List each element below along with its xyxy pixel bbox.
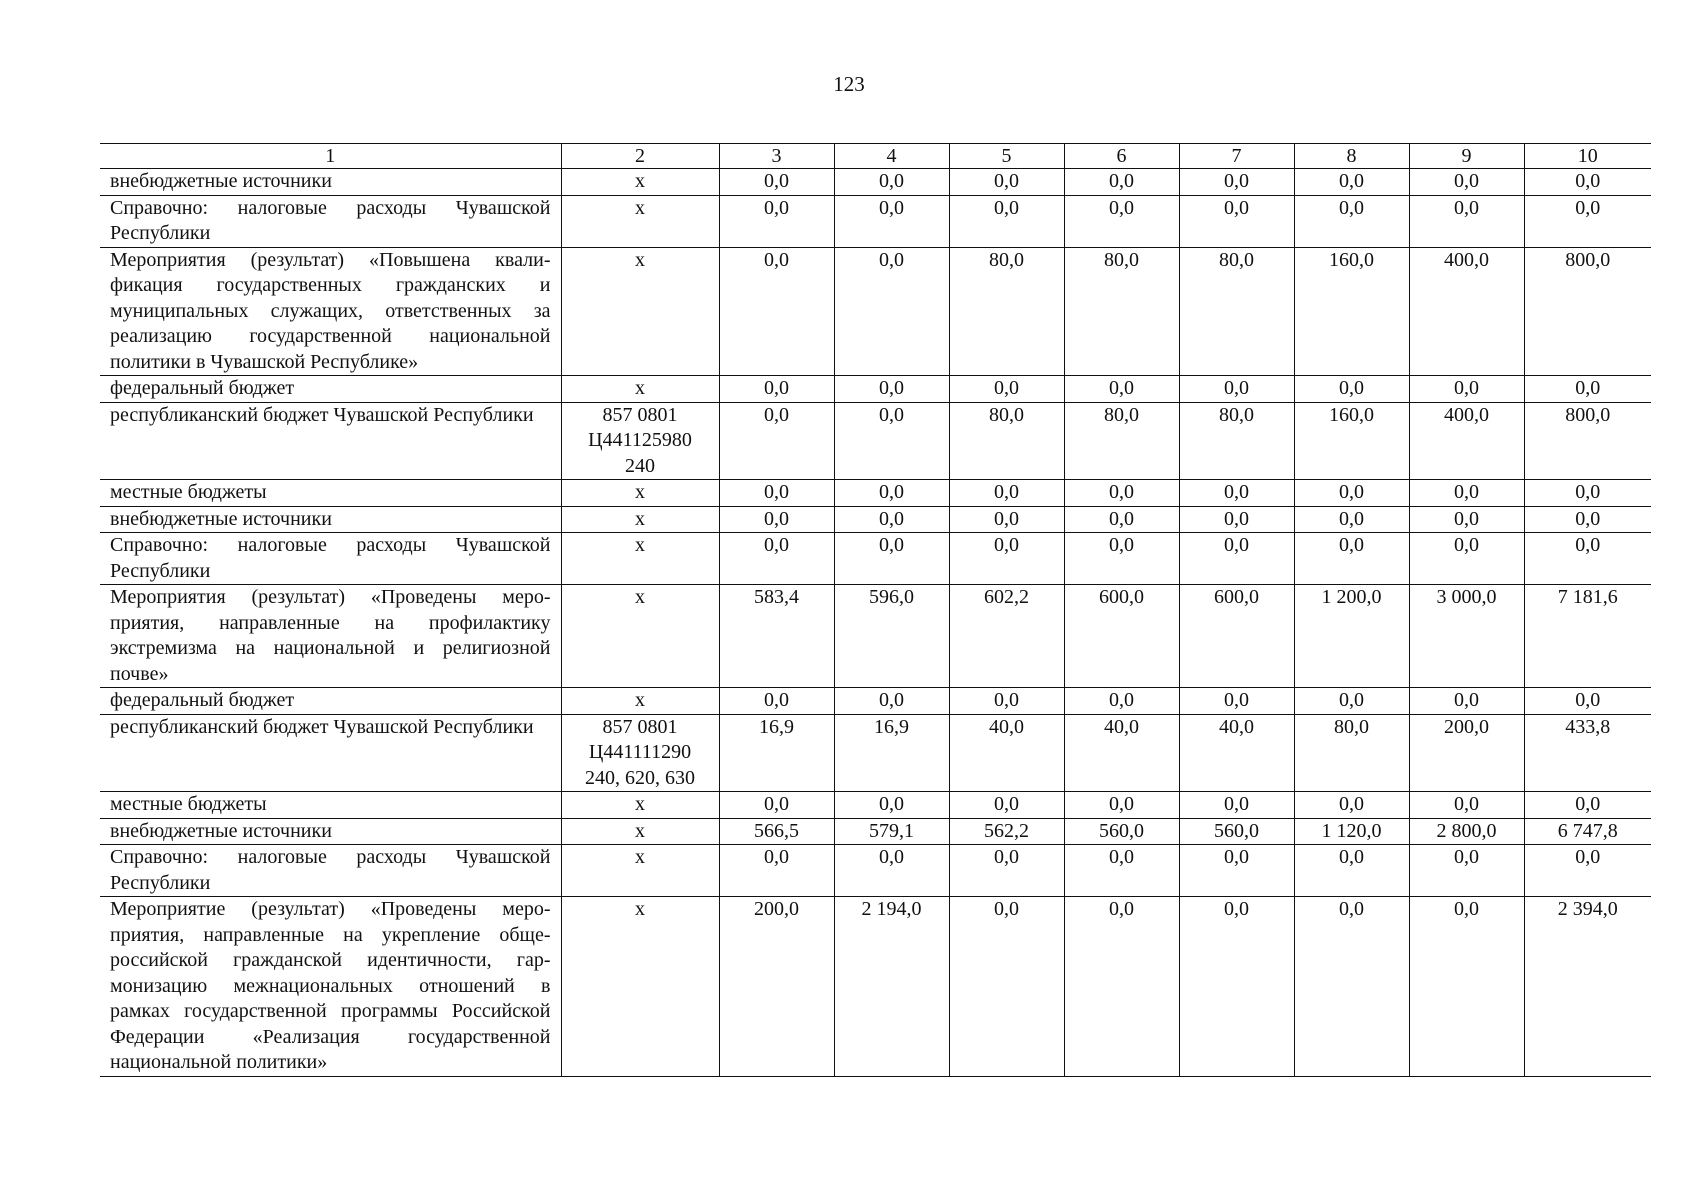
budget-code-cell [561,792,719,819]
value-cell: 0,0 [1064,845,1179,897]
value-cell: 0,0 [1524,845,1651,897]
value-cell: 583,4 [719,585,834,688]
value-cell: 80,0 [1064,247,1179,376]
budget-code-cell [561,376,719,403]
value-cell: 560,0 [1179,818,1294,845]
value-cell: 0,0 [949,533,1064,585]
budget-code-line: х [635,170,645,192]
value-cell: 0,0 [949,376,1064,403]
value-cell: 0,0 [1064,688,1179,715]
value-cell: 2 394,0 [1524,897,1651,1077]
value-cell: 7 181,6 [1524,585,1651,688]
budget-code-line: 857 0801 [602,403,678,426]
value-cell: 0,0 [1524,533,1651,585]
value-cell: 0,0 [1294,169,1409,196]
value-cell: 1 200,0 [1294,585,1409,688]
value-cell: 2 800,0 [1409,818,1524,845]
budget-code-line: х [635,481,645,503]
table-row [100,376,1651,403]
value-cell: 0,0 [1409,845,1524,897]
value-cell: 602,2 [949,585,1064,688]
budget-code-line: х [635,196,645,219]
value-cell: 16,9 [834,714,949,792]
budget-code-line: Ц441125980 [588,429,692,451]
budget-code-line: х [635,846,645,868]
value-cell: 1 120,0 [1294,818,1409,845]
value-cell: 0,0 [1294,480,1409,507]
value-cell: 0,0 [1524,195,1651,247]
value-cell: 433,8 [1524,714,1651,792]
value-cell: 0,0 [1179,845,1294,897]
table-row [100,169,1651,196]
value-cell: 0,0 [719,402,834,480]
budget-code-line: х [635,534,645,556]
budget-code-line: х [635,819,645,842]
budget-code-line: Ц441111290 [588,741,692,763]
table-row [100,585,1651,688]
value-cell: 200,0 [719,897,834,1077]
value-cell: 0,0 [949,845,1064,897]
table-row [100,845,1651,897]
value-cell: 0,0 [1409,169,1524,196]
value-cell: 0,0 [949,897,1064,1077]
table-body [100,169,1651,1077]
budget-code-cell [561,585,719,688]
value-cell: 0,0 [719,195,834,247]
value-cell: 160,0 [1294,402,1409,480]
value-cell: 600,0 [1064,585,1179,688]
value-cell: 0,0 [834,845,949,897]
value-cell: 0,0 [1179,688,1294,715]
row-name-cell: республиканский бюджет Чувашской Республики [100,402,561,480]
value-cell: 160,0 [1294,247,1409,376]
table-row [100,480,1651,507]
value-cell: 0,0 [949,506,1064,533]
row-name-cell: Справочно: налоговые расходы Чувашской Республики [100,533,561,585]
value-cell: 800,0 [1524,247,1651,376]
value-cell: 80,0 [1064,402,1179,480]
value-cell: 80,0 [1179,402,1294,480]
budget-code-cell [561,845,719,897]
value-cell: 0,0 [1294,506,1409,533]
value-cell: 579,1 [834,818,949,845]
table-row [100,714,1651,792]
column-header: 7 [1179,144,1294,169]
value-cell: 0,0 [1409,792,1524,819]
table-row [100,818,1651,845]
value-cell: 566,5 [719,818,834,845]
value-cell: 0,0 [1524,169,1651,196]
budget-code-line: х [635,689,645,711]
column-header: 10 [1524,144,1651,169]
value-cell: 0,0 [1064,533,1179,585]
value-cell: 0,0 [719,845,834,897]
value-cell: 0,0 [1294,376,1409,403]
table-header [100,144,1651,169]
column-header: 8 [1294,144,1409,169]
value-cell: 0,0 [949,480,1064,507]
value-cell: 200,0 [1409,714,1524,792]
value-cell: 0,0 [1064,480,1179,507]
value-cell: 80,0 [949,247,1064,376]
value-cell: 560,0 [1064,818,1179,845]
row-name-cell: Мероприятия (результат) «Проведены мероприятия, направленные на профилактику экстремизма на национальной и религиозной почве» [100,585,561,688]
value-cell: 0,0 [834,195,949,247]
budget-code-cell [561,506,719,533]
table-row [100,897,1651,1077]
table-row [100,402,1651,480]
value-cell: 0,0 [719,533,834,585]
value-cell: 3 000,0 [1409,585,1524,688]
row-name-cell: внебюджетные источники [100,169,561,196]
row-name-cell: федеральный бюджет [100,376,561,403]
value-cell: 0,0 [1179,195,1294,247]
budget-code-cell [561,897,719,1077]
value-cell: 0,0 [949,169,1064,196]
value-cell: 0,0 [1064,169,1179,196]
row-name-cell: внебюджетные источники [100,818,561,845]
table-row [100,533,1651,585]
value-cell: 0,0 [1064,506,1179,533]
column-header: 6 [1064,144,1179,169]
value-cell: 80,0 [1179,247,1294,376]
value-cell: 0,0 [1409,897,1524,1077]
column-header: 4 [834,144,949,169]
value-cell: 6 747,8 [1524,818,1651,845]
value-cell: 0,0 [1524,376,1651,403]
budget-code-cell [561,818,719,845]
value-cell: 0,0 [834,480,949,507]
value-cell: 0,0 [1294,533,1409,585]
budget-code-line: х [635,248,645,271]
value-cell: 0,0 [1294,845,1409,897]
value-cell: 0,0 [1064,792,1179,819]
table-row [100,506,1651,533]
column-header: 5 [949,144,1064,169]
value-cell: 0,0 [719,506,834,533]
column-number-row [100,144,1651,169]
value-cell: 0,0 [834,688,949,715]
budget-code-line: х [635,507,645,530]
value-cell: 80,0 [1294,714,1409,792]
value-cell: 400,0 [1409,402,1524,480]
budget-code-cell [561,480,719,507]
value-cell: 0,0 [949,688,1064,715]
value-cell: 0,0 [1179,169,1294,196]
value-cell: 0,0 [1524,480,1651,507]
value-cell: 562,2 [949,818,1064,845]
value-cell: 0,0 [1409,688,1524,715]
value-cell: 400,0 [1409,247,1524,376]
value-cell: 0,0 [1179,480,1294,507]
column-header: 9 [1409,144,1524,169]
budget-code-line: х [635,793,645,815]
value-cell: 2 194,0 [834,897,949,1077]
budget-code-cell [561,169,719,196]
value-cell: 600,0 [1179,585,1294,688]
value-cell: 0,0 [1524,688,1651,715]
value-cell: 40,0 [949,714,1064,792]
value-cell: 0,0 [1409,533,1524,585]
value-cell: 0,0 [949,195,1064,247]
column-header: 3 [719,144,834,169]
value-cell: 0,0 [1294,897,1409,1077]
row-name-cell: республиканский бюджет Чувашской Республики [100,714,561,792]
budget-code-cell [561,195,719,247]
column-header: 1 [100,144,561,169]
value-cell: 16,9 [719,714,834,792]
budget-table [100,143,1651,1077]
value-cell: 0,0 [834,402,949,480]
value-cell: 0,0 [1409,376,1524,403]
value-cell: 0,0 [1064,376,1179,403]
column-header: 2 [561,144,719,169]
value-cell: 0,0 [1524,506,1651,533]
row-name-cell: Мероприятие (результат) «Проведены мероприятия, направленные на укрепление общероссийской гражданской идентичности, гармонизацию межнациональных отношений в рамках государственной программы Российской Федерации «Реализация государственной национальной политики» [100,897,561,1077]
value-cell: 0,0 [1179,376,1294,403]
value-cell: 0,0 [834,533,949,585]
value-cell: 80,0 [949,402,1064,480]
value-cell: 0,0 [834,247,949,376]
budget-code-cell [561,714,719,792]
value-cell: 0,0 [719,247,834,376]
value-cell: 0,0 [949,792,1064,819]
value-cell: 0,0 [1409,195,1524,247]
value-cell: 0,0 [834,376,949,403]
value-cell: 40,0 [1064,714,1179,792]
budget-code-line: х [635,377,645,399]
budget-code-cell [561,247,719,376]
budget-code-line: 240, 620, 630 [585,766,695,789]
row-name-cell: местные бюджеты [100,480,561,507]
value-cell: 0,0 [834,792,949,819]
budget-code-cell [561,688,719,715]
value-cell: 0,0 [1179,533,1294,585]
value-cell: 0,0 [1294,792,1409,819]
row-name-cell: местные бюджеты [100,792,561,819]
value-cell: 0,0 [1524,792,1651,819]
value-cell: 0,0 [1409,480,1524,507]
value-cell: 0,0 [1409,506,1524,533]
value-cell: 0,0 [1179,897,1294,1077]
budget-code-line: х [635,898,645,920]
value-cell: 0,0 [1064,195,1179,247]
value-cell: 0,0 [719,688,834,715]
value-cell: 0,0 [834,506,949,533]
value-cell: 596,0 [834,585,949,688]
page-number: 123 [833,72,865,96]
value-cell: 0,0 [719,169,834,196]
value-cell: 0,0 [834,169,949,196]
value-cell: 0,0 [1294,195,1409,247]
budget-code-line: 857 0801 [602,715,678,738]
row-name-cell: Мероприятия (результат) «Повышена квалификация государственных гражданских и муниципальных служащих, ответственных за реализацию государственной национальной политики в Чувашской Республике» [100,247,561,376]
value-cell: 0,0 [719,480,834,507]
table-row [100,195,1651,247]
value-cell: 800,0 [1524,402,1651,480]
row-name-cell: Справочно: налоговые расходы Чувашской Республики [100,195,561,247]
budget-code-cell [561,533,719,585]
budget-code-line: 240 [625,454,655,477]
value-cell: 0,0 [1179,506,1294,533]
budget-code-line: х [635,586,645,608]
value-cell: 0,0 [1179,792,1294,819]
row-name-cell: Справочно: налоговые расходы Чувашской Республики [100,845,561,897]
table-row [100,792,1651,819]
budget-code-cell [561,402,719,480]
value-cell: 40,0 [1179,714,1294,792]
value-cell: 0,0 [719,376,834,403]
row-name-cell: федеральный бюджет [100,688,561,715]
table-row [100,247,1651,376]
table-row [100,688,1651,715]
value-cell: 0,0 [719,792,834,819]
value-cell: 0,0 [1064,897,1179,1077]
value-cell: 0,0 [1294,688,1409,715]
row-name-cell: внебюджетные источники [100,506,561,533]
